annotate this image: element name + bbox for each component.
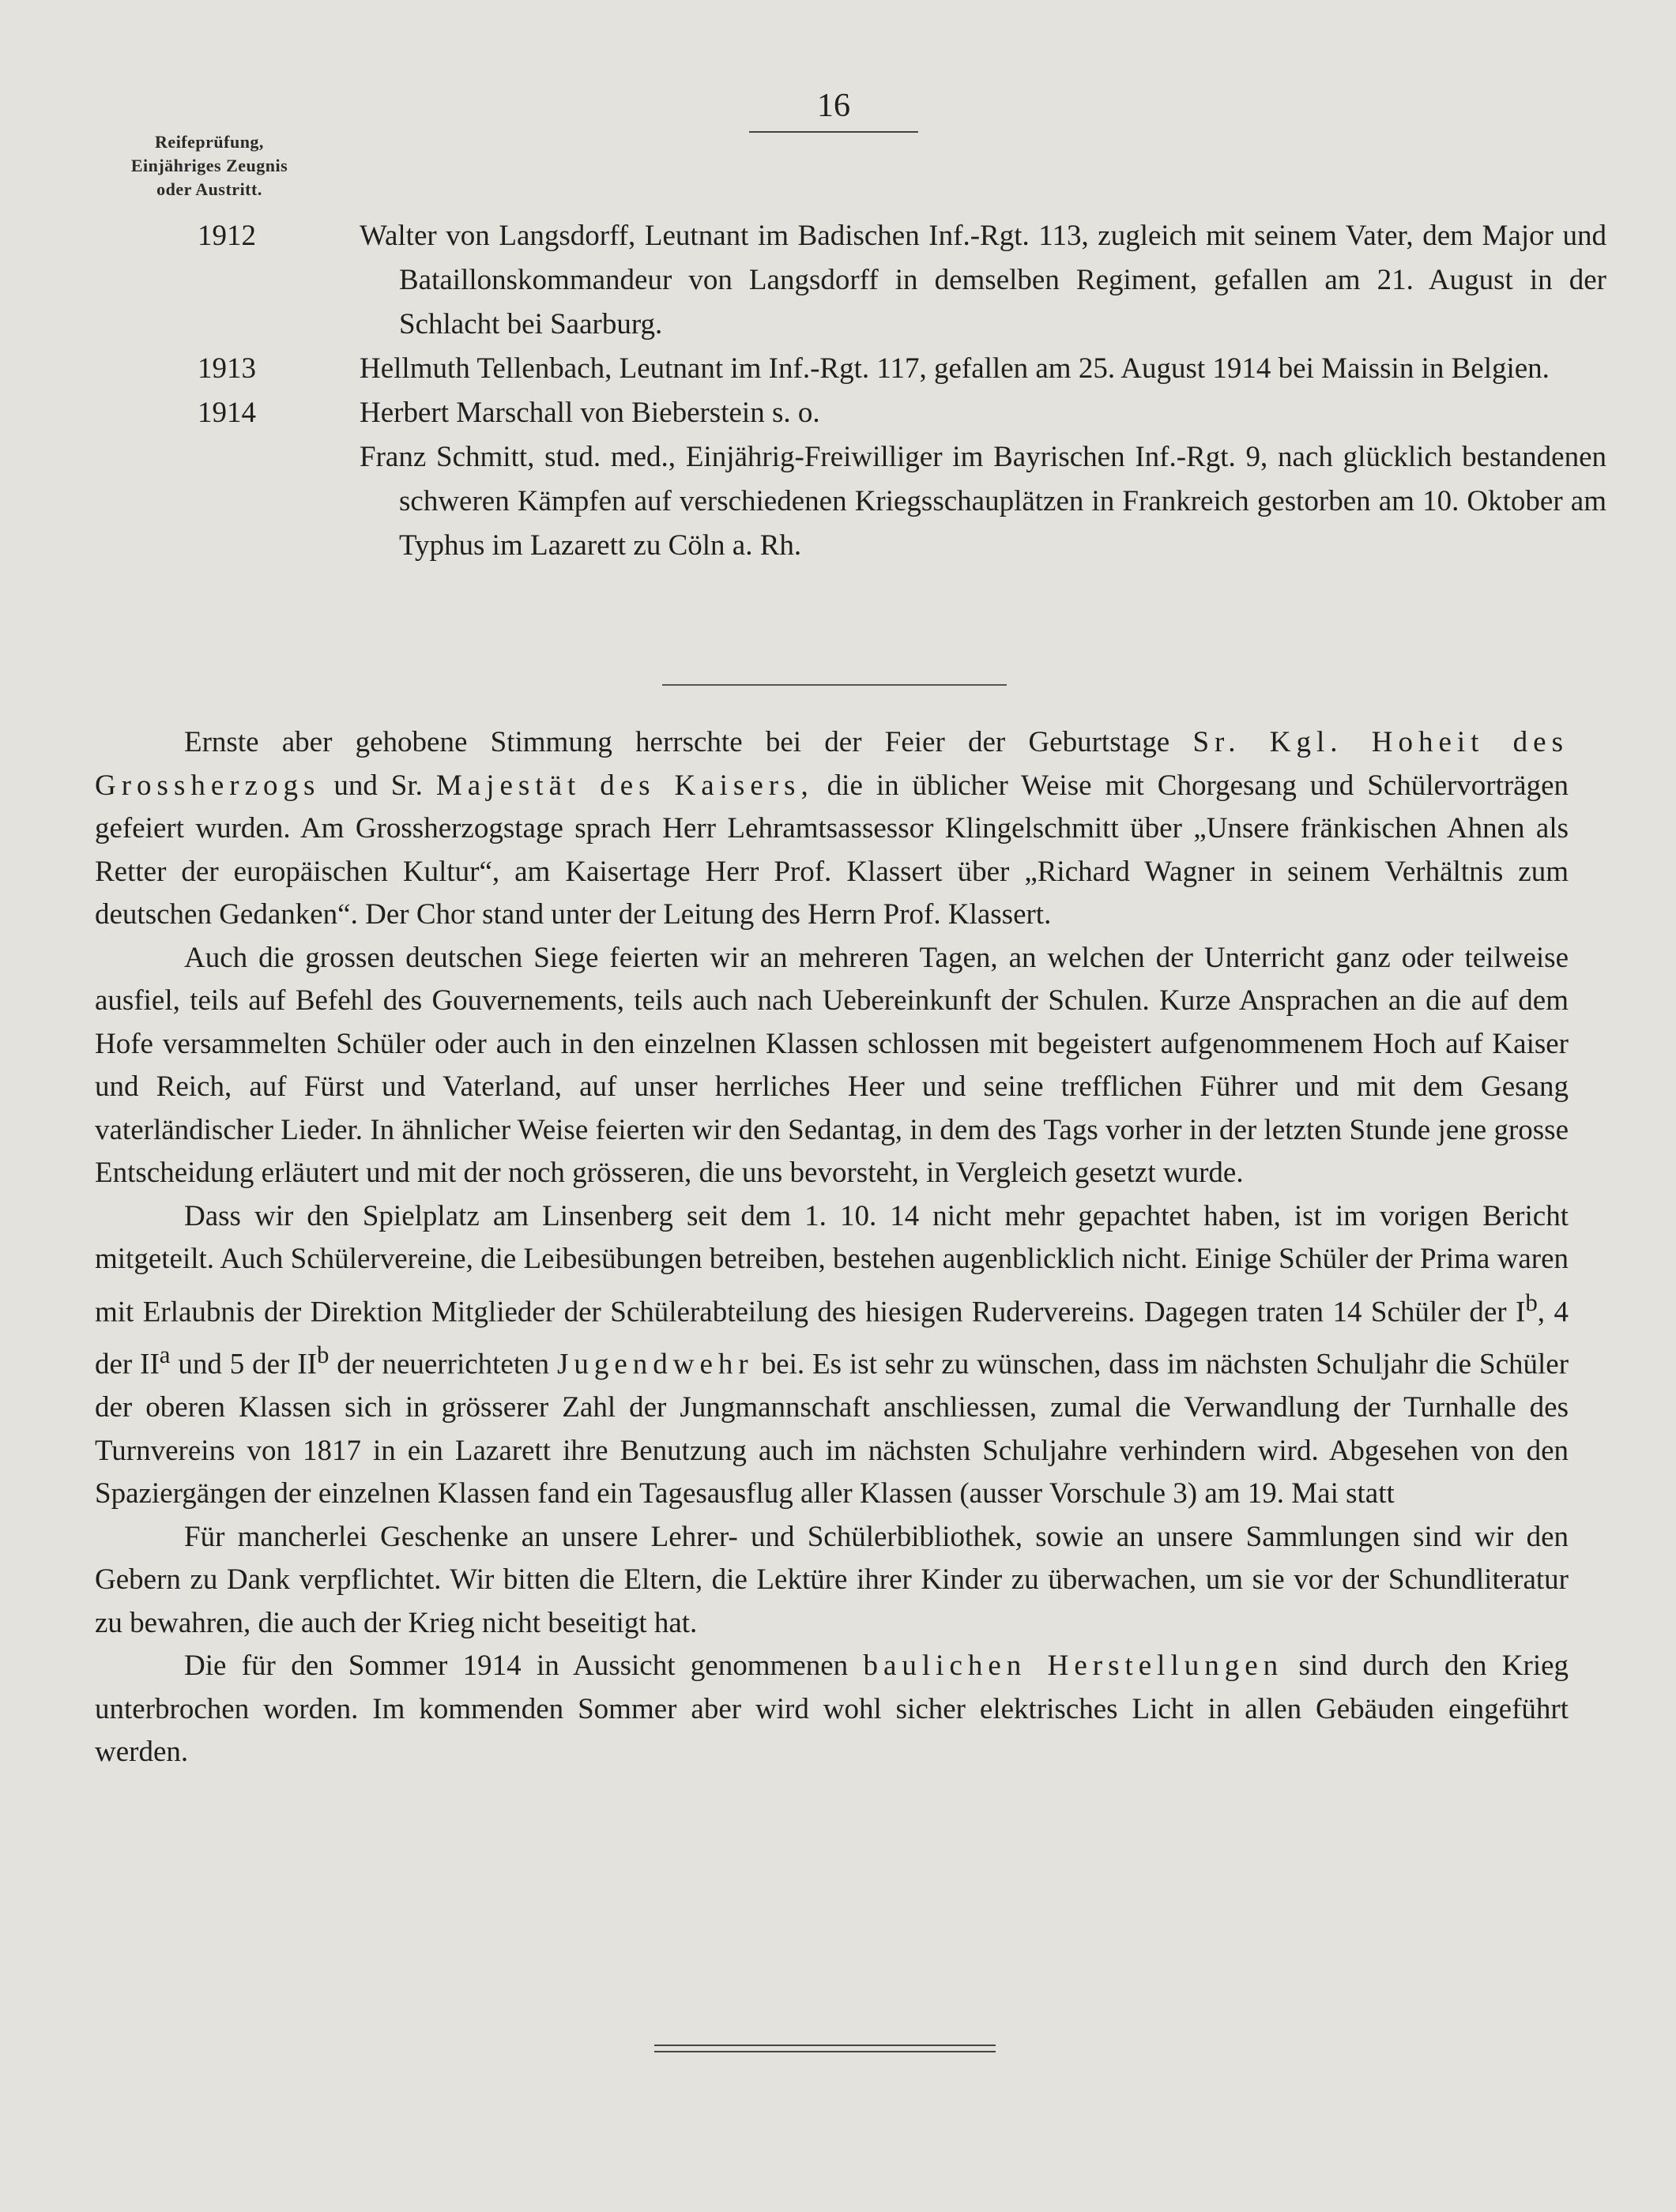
margin-heading-line: Reifeprüfung,: [155, 132, 264, 152]
graduate-entry: [0, 391, 1676, 435]
margin-heading-line: oder Austritt.: [156, 179, 262, 199]
entry-year: 1912: [198, 220, 256, 252]
text-run: und Sr.: [333, 769, 423, 802]
entry-text: Walter von Langsdorff, Leutnant im Badischen Inf.-Rgt. 113, zugleich mit seinem Vater, dem Major und Bataillonskommandeur von Langsdorff in demselben Regiment, gefallen am 21. August in der Schlacht bei Saarburg.: [360, 220, 1606, 340]
page-number-rule: [749, 131, 918, 133]
emphasis-text: Jugendwehr: [556, 1348, 754, 1381]
text-run: sind durch den Krieg unterbrochen worden. Im kommenden Sommer aber wird wohl sicher elektrisches Licht in allen Gebäuden eingeführt werden.: [95, 1650, 1569, 1769]
emphasis-text: Sr. Kgl. Hoheit des Grossherzogs: [95, 726, 1569, 802]
text-run: bei. Es ist sehr zu wünschen, dass im nächsten Schuljahr die Schüler der oberen Klassen sich in grösserer Zahl der Jungmannschaft anschliessen, zumal die Verwandlung der Turnhalle des Turnvereins von 1817 in ein Lazarett ihre Benutzung auch im nächsten Schuljahre verhindern wird. Abgesehen von den Spaziergängen der einzelnen Klassen fand ein Tagesausflug aller Klassen (ausser Vorschule 3) am 19. Mai statt: [95, 1348, 1569, 1510]
emphasis-text: baulichen Herstellungen: [863, 1650, 1284, 1683]
report-body: [95, 721, 1569, 1774]
end-rule-bottom: [654, 2051, 996, 2052]
entry-text: Franz Schmitt, stud. med., Einjährig-Freiwilliger im Bayrischen Inf.-Rgt. 9, nach glücklich bestandenen schweren Kämpfen auf verschiedenen Kriegsschauplätzen in Frankreich gestorben am 10. Oktober am Typhus im Lazarett zu Cöln a. Rh.: [360, 441, 1606, 562]
paragraph-celebrations: [95, 721, 1569, 937]
end-rule-top: [654, 2045, 996, 2046]
graduates-list: [0, 214, 1676, 568]
paragraph-victories: Auch die grossen deutschen Siege feierten wir an mehreren Tagen, an welchen der Unterricht ganz oder teilweise ausfiel, teils auf Befehl des Gouvernements, teils auch nach Uebereinkunft der Schulen. Kurze Ansprachen an die auf dem Hofe versammelten Schüler oder auch in den einzelnen Klassen schlossen mit begeistert aufgenommenem Hoch auf Kaiser und Reich, auf Fürst und Vaterland, auf unser herrliches Heer und seine trefflichen Führer und mit dem Gesang vaterländischer Lieder. In ähnlicher Weise feierten wir den Sedantag, in dem des Tags vorher in der letzten Stunde jene grosse Entscheidung erläutert und mit der noch grösseren, die uns bevorsteht, in Vergleich gesetzt wurde.: [95, 941, 1569, 1189]
paragraph-gifts: Für mancherlei Geschenke an unsere Lehrer- und Schülerbibliothek, sowie an unsere Sammlungen sind wir den Gebern zu Dank verpflichtet. Wir bitten die Eltern, die Lektüre ihrer Kinder zu überwachen, um sie vor der Schundliteratur zu bewahren, die auch der Krieg nicht beseitigt hat.: [95, 1520, 1569, 1639]
graduate-entry: [0, 435, 1676, 568]
section-divider: [662, 684, 1007, 686]
superscript: b: [1525, 1288, 1538, 1316]
page-number: 16: [817, 88, 850, 124]
paragraph-buildings: [95, 1645, 1569, 1774]
paragraph-sports: [95, 1195, 1569, 1516]
emphasis-text: Majestät des Kaisers,: [435, 769, 814, 802]
margin-heading: [79, 130, 340, 201]
text-run: und 5 der II: [170, 1348, 317, 1381]
superscript: b: [316, 1341, 330, 1369]
text-run: Ernste aber gehobene Stimmung herrschte bei der Feier der Geburtstage: [184, 726, 1170, 758]
text-run: Dass wir den Spielplatz am Linsenberg seit dem 1. 10. 14 nicht mehr gepachtet haben, ist im vorigen Bericht mitgeteilt. Auch Schülervereine, die Leibesübungen betreiben, bestehen augenblicklich nicht. Einige Schüler der Prima waren mit Erlaubnis der Direktion Mitglieder der Schülerabteilung des hiesigen Rudervereins. Dagegen traten 14 Schüler der I: [95, 1199, 1569, 1328]
entry-text: Hellmuth Tellenbach, Leutnant im Inf.-Rgt. 117, gefallen am 25. August 1914 bei Maissin in Belgien.: [360, 352, 1550, 385]
text-run: Die für den Sommer 1914 in Aussicht genommenen: [184, 1650, 849, 1683]
margin-heading-line: Einjähriges Zeugnis: [130, 156, 288, 175]
superscript: a: [159, 1341, 171, 1369]
entry-text: Herbert Marschall von Bieberstein s. o.: [360, 397, 820, 429]
text-run: der neuerrichteten: [329, 1348, 550, 1381]
text-run: , 4 der II: [95, 1295, 1569, 1381]
graduate-entry: [0, 214, 1676, 347]
graduate-entry: [0, 347, 1676, 391]
entry-year: 1913: [198, 352, 256, 385]
entry-year: 1914: [198, 397, 256, 429]
text-run: die in üblicher Weise mit Chorgesang und Schülervorträgen gefeiert wurden. Am Grossherzogstage sprach Herr Lehramtsassessor Klingelschmitt über „Unsere fränkischen Ahnen als Retter der europäischen Kultur“, am Kaisertage Herr Prof. Klassert über „Richard Wagner in seinem Verhältnis zum deutschen Gedanken“. Der Chor stand unter der Leitung des Herrn Prof. Klassert.: [95, 769, 1569, 931]
